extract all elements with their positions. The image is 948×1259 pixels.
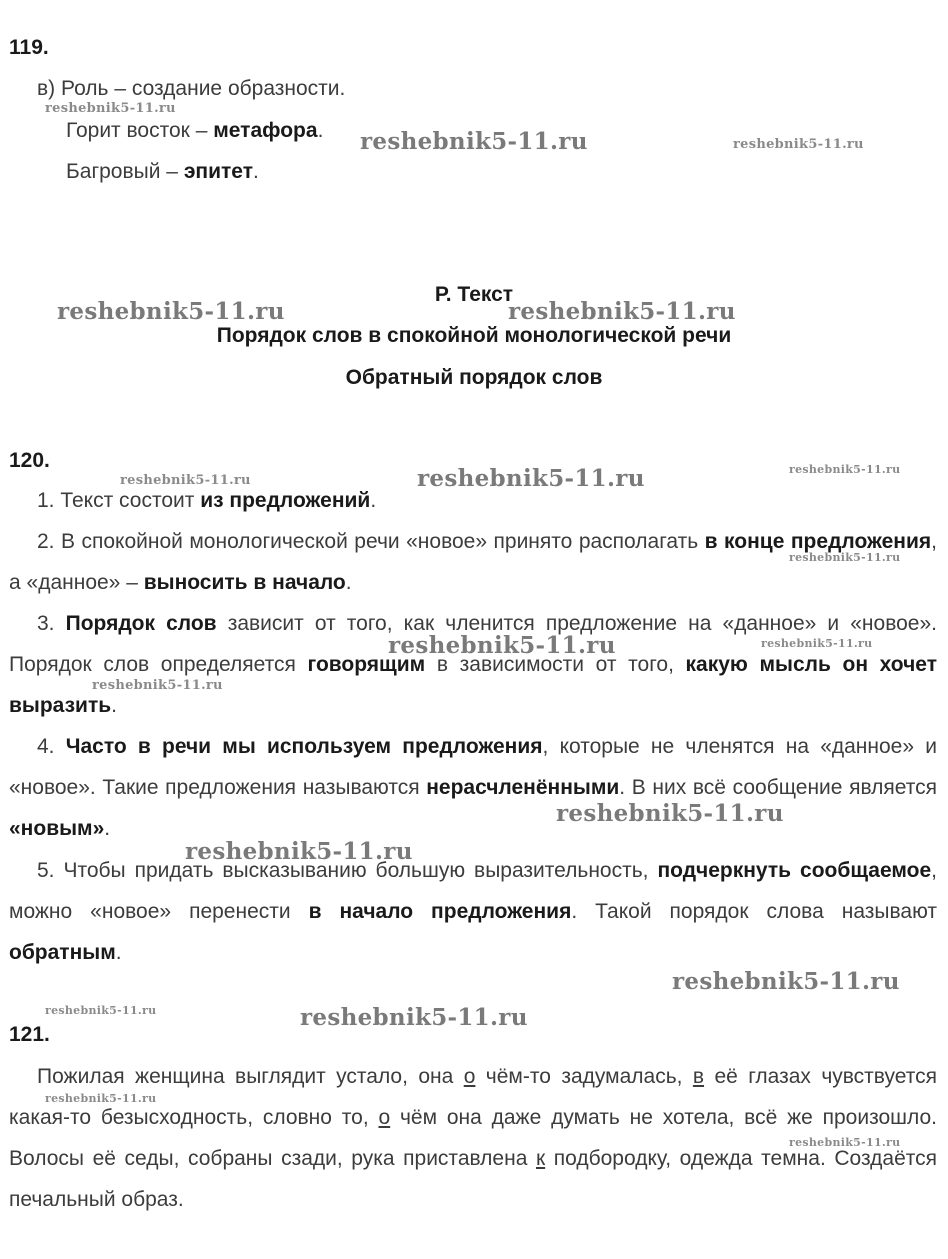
ex119-line1-end: . [317,119,324,142]
ex120-p2-bold-1: в конце предложения [704,530,932,553]
watermark: reshebnik5-11.ru [761,637,873,650]
watermark: reshebnik5-11.ru [45,101,176,116]
watermark: reshebnik5-11.ru [45,1004,157,1017]
ex120-p5-text: 5. Чтобы придать высказыванию большую выразительность, [37,859,658,882]
exercise-number-121: 121. [9,1023,50,1046]
watermark: reshebnik5-11.ru [672,968,900,995]
ex120-p4-bold-2: нерасчленёнными [426,776,620,799]
ex120-p5-bold-1: подчеркнуть сообщаемое [657,859,932,882]
watermark: reshebnik5-11.ru [789,551,901,564]
exercise-number-119: 119. [9,36,49,59]
ex120-p3-end: . [111,694,117,717]
ex120-p4-text-2: , которые не членятся на «данное» и «новое». Такие предложения называются [9,735,937,799]
watermark: reshebnik5-11.ru [45,1092,157,1105]
ex120-p3-bold-2: говорящим [307,653,426,676]
watermark: reshebnik5-11.ru [360,128,588,155]
ex120-p4-text-3: . В них всё сообщение является [619,776,937,799]
ex121-text-2: чём-то задумалась, [475,1065,693,1088]
ex120-p5-bold-2: в начало предложения [308,900,572,923]
ex120-paragraph-4 [9,726,937,849]
ex121-underlined-preposition-1: о [463,1065,476,1088]
ex119-line-v: в) Роль – создание образности. [37,77,346,100]
watermark: reshebnik5-11.ru [57,298,285,325]
ex120-p4-bold-1: Часто в речи мы используем предложения [65,735,543,758]
ex121-underlined-preposition-3: о [378,1106,391,1129]
ex119-term-metaphor: метафора [213,119,318,142]
watermark: reshebnik5-11.ru [508,298,736,325]
ex120-p3-text-3: в зависимости от того, [425,653,686,676]
watermark: reshebnik5-11.ru [120,473,251,488]
ex120-p5-end: . [115,941,122,964]
watermark: reshebnik5-11.ru [417,465,645,492]
watermark: reshebnik5-11.ru [789,463,901,476]
ex120-p2-end: . [345,571,352,594]
ex120-p3-bold-1: Порядок слов [65,612,217,635]
ex120-paragraph-3 [9,603,937,726]
section-label: Р. Текст [434,283,514,306]
ex120-p2-text: 2. В спокойной монологической речи «новое» принято располагать [37,530,705,553]
ex120-p2-text-2: , а «данное» – [9,530,937,594]
watermark: reshebnik5-11.ru [388,632,616,659]
ex120-paragraph-5 [9,850,937,973]
ex120-p1-bold: из предложений [200,489,371,512]
ex119-line1-text: Горит восток – [66,119,214,142]
ex120-p3-bold-3: какую мысль он хочет выразить [9,653,937,717]
ex120-p1-text: 1. Текст состоит [37,489,201,512]
ex120-p4-text: 4. [37,735,66,758]
ex120-p5-bold-3: обратным [9,941,116,964]
ex121-text-3: её глазах чувствуется какая-то безысходность, словно то, [9,1065,937,1129]
ex120-p3-text-2: зависит от того, как членится предложение на «данное» и «новое». Порядок слов определяется [9,612,937,676]
ex120-p3-text: 3. [37,612,66,635]
ex121-text-5: подбородку, одежда темна. Создаётся печальный образ. [9,1147,938,1211]
ex121-text-4: чём она даже думать не хотела, всё же произошло. Волосы её седы, собраны сзади, рука приставлена [9,1106,938,1170]
section-title: Порядок слов в спокойной монологической речи [216,324,732,347]
watermark: reshebnik5-11.ru [300,1004,528,1031]
ex120-p4-end: . [104,817,111,840]
ex120-p5-text-2: , можно «новое» перенести [9,859,937,923]
section-subtitle: Обратный порядок слов [345,366,603,389]
watermark: reshebnik5-11.ru [733,137,864,152]
ex119-line-1 [66,119,323,143]
watermark: reshebnik5-11.ru [92,678,223,693]
ex119-line2-text: Багровый – [66,160,184,183]
watermark: reshebnik5-11.ru [556,800,784,827]
watermark: reshebnik5-11.ru [185,838,413,865]
ex119-line-2 [66,160,259,184]
ex119-line2-end: . [252,160,259,183]
ex120-p5-text-3: . Такой порядок слова называют [571,900,938,923]
ex121-underlined-preposition-2: в [692,1065,705,1088]
ex120-p2-bold-2: выносить в начало [143,571,346,594]
ex120-p4-bold-3: «новым» [9,817,105,840]
ex119-term-epithet: эпитет [183,160,253,183]
watermark: reshebnik5-11.ru [789,1136,901,1149]
ex120-p1-end: . [370,489,377,512]
ex121-underlined-preposition-4: к [535,1147,546,1170]
exercise-number-120: 120. [9,449,50,472]
ex121-text-1: Пожилая женщина выглядит устало, она [37,1065,464,1088]
